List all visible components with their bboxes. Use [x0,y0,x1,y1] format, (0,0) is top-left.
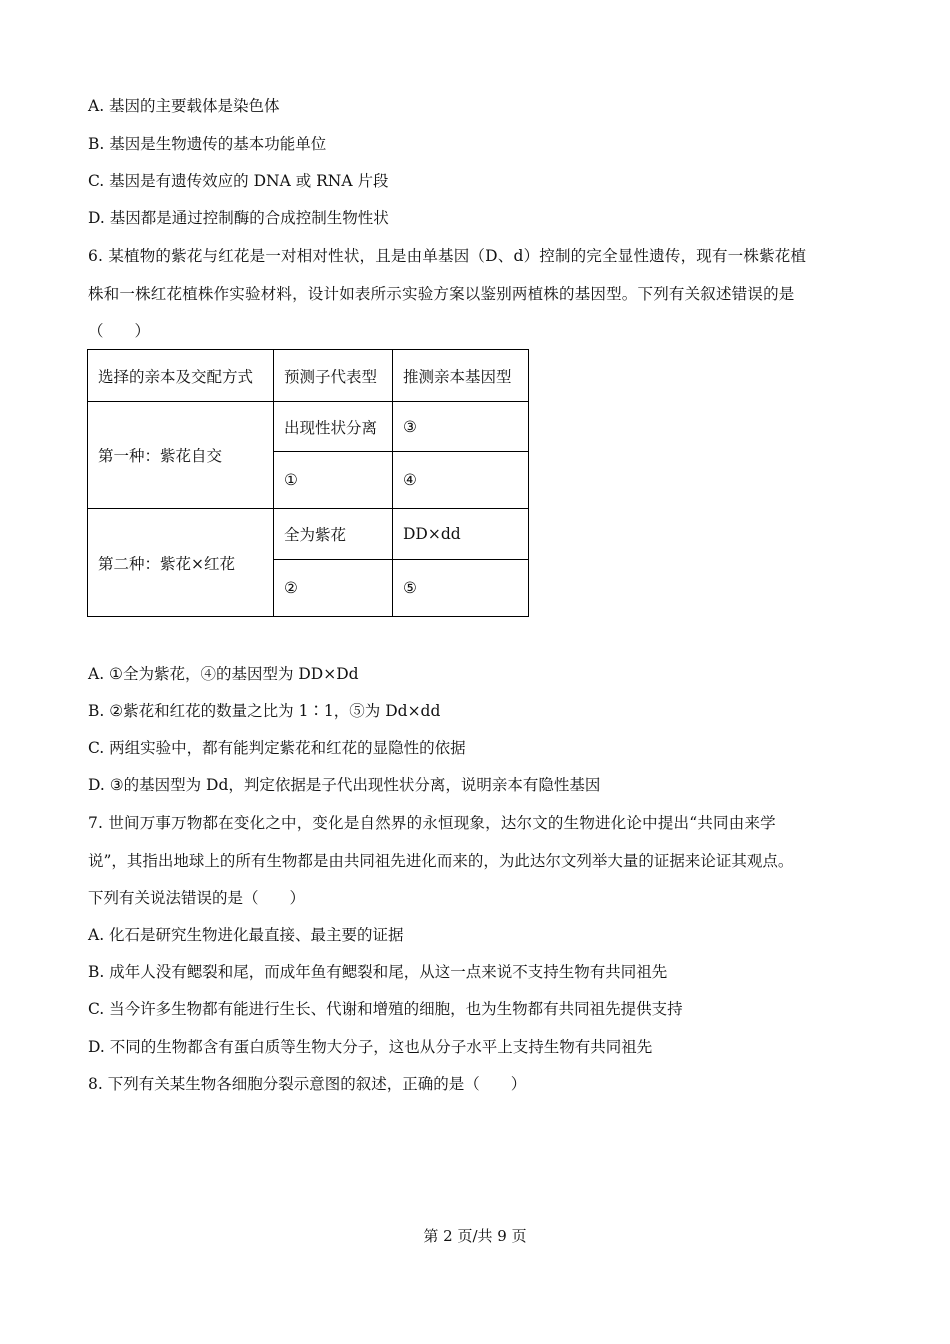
q7-option-b: B. 成年人没有鳃裂和尾，而成年鱼有鳃裂和尾，从这一点来说不支持生物有共同祖先 [88,963,668,981]
q5-option-b: B. 基因是生物遗传的基本功能单位 [88,135,327,153]
table-cell: 全为紫花 [274,509,393,560]
q6-stem-line-1: 6. 某植物的紫花与红花是一对相对性状，且是由单基因（D、d）控制的完全显性遗传，现有一株紫花植 [88,247,807,265]
table-cell: ④ [393,452,529,509]
table-cell: DD×dd [393,509,529,560]
q7-option-a: A. 化石是研究生物进化最直接、最主要的证据 [88,926,404,944]
table-group2-label: 第二种：紫花×红花 [88,509,274,617]
table-cell: ③ [393,402,529,452]
q7-option-c: C. 当今许多生物都有能进行生长、代谢和增殖的细胞，也为生物都有共同祖先提供支持 [88,1000,683,1018]
q7-stem-line-3: 下列有关说法错误的是（ ） [88,889,306,907]
q6-option-d: D. ③的基因型为 Dd，判定依据是子代出现性状分离，说明亲本有隐性基因 [88,776,601,794]
q5-option-d: D. 基因都是通过控制酶的合成控制生物性状 [88,209,389,227]
q5-option-c: C. 基因是有遗传效应的 DNA 或 RNA 片段 [88,172,389,190]
table-group1-label: 第一种：紫花自交 [88,402,274,509]
q6-stem-line-3: （ ） [88,322,151,340]
q7-option-d: D. 不同的生物都含有蛋白质等生物大分子，这也从分子水平上支持生物有共同祖先 [88,1038,653,1056]
table-cell: ⑤ [393,560,529,617]
table-header-genotype: 推测亲本基因型 [393,350,529,402]
q5-option-a: A. 基因的主要载体是染色体 [88,97,280,115]
table-cell: ① [274,452,393,509]
q6-stem-line-2: 株和一株红花植株作实验材料，设计如表所示实验方案以鉴别两植株的基因型。下列有关叙述错误的是 [88,285,795,303]
table-header-offspring: 预测子代表型 [274,350,393,402]
q7-stem-line-2: 说”，其指出地球上的所有生物都是由共同祖先进化而来的，为此达尔文列举大量的证据来论证其观点。 [88,852,794,870]
q6-option-a: A. ①全为紫花，④的基因型为 DD×Dd [88,665,359,683]
table-cell: ② [274,560,393,617]
q8-stem: 8. 下列有关某生物各细胞分裂示意图的叙述，正确的是（ ） [88,1075,527,1093]
table-header-parents: 选择的亲本及交配方式 [88,350,274,402]
q6-option-c: C. 两组实验中，都有能判定紫花和红花的显隐性的依据 [88,739,466,757]
q6-option-b: B. ②紫花和红花的数量之比为 1∶1，⑤为 Dd×dd [88,702,441,720]
experiment-table [87,349,529,617]
table-cell: 出现性状分离 [274,402,393,452]
page-footer: 第 2 页/共 9 页 [423,1227,527,1245]
q7-stem-line-1: 7. 世间万事万物都在变化之中，变化是自然界的永恒现象，达尔文的生物进化论中提出“共同由来学 [88,814,776,832]
